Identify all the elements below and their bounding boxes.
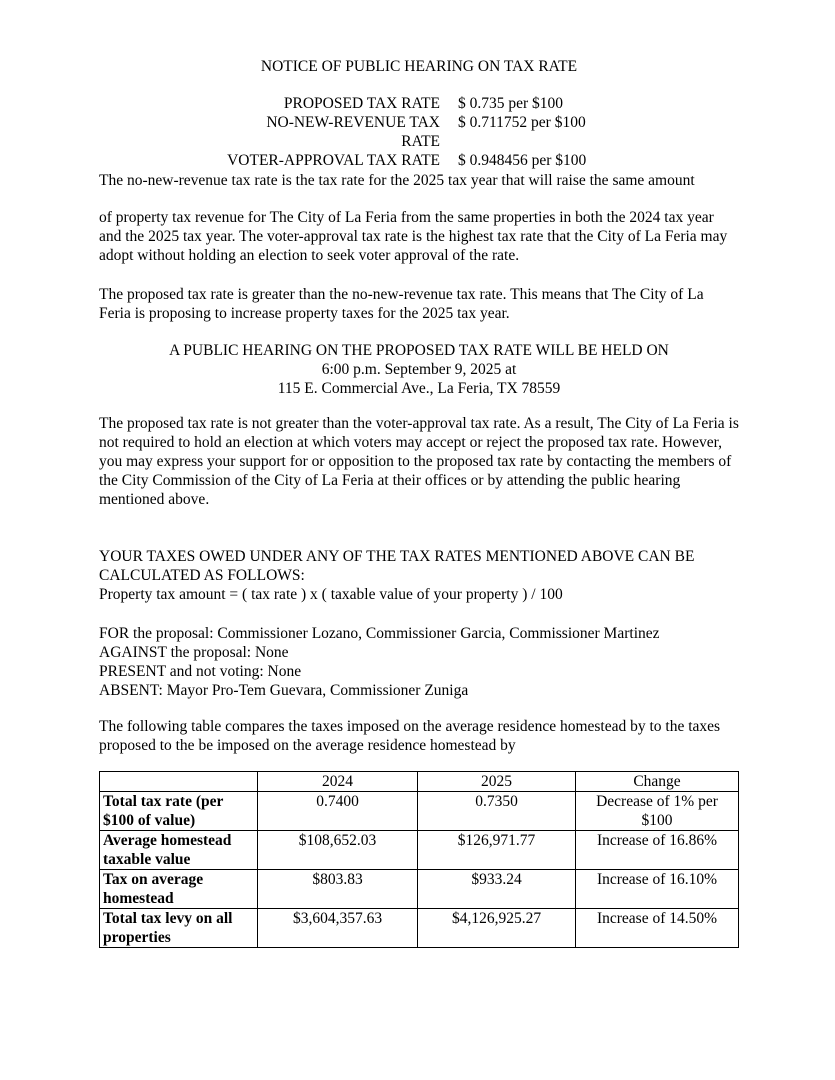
value-change: Increase of 16.10% [576,870,739,909]
tax-rates-list [224,94,644,170]
row-label: Tax on average homestead [100,870,258,909]
paragraph-table-intro: The following table compares the taxes imposed on the average residence homestead by to the taxes proposed to the be imposed on the average residence homestead by [99,718,721,754]
rate-row-no-new-revenue [224,113,644,151]
row-label: Total tax levy on all properties [100,909,258,948]
rate-label: VOTER-APPROVAL TAX RATE [227,152,440,169]
hearing-line-address: 115 E. Commercial Ave., La Feria, TX 78559 [277,380,561,397]
row-label: Average homestead taxable value [100,831,258,870]
table-row [100,792,739,831]
value-2025: $4,126,925.27 [418,909,576,948]
rate-label: PROPOSED TAX RATE [283,95,440,112]
table-header-cell: 2024 [258,772,418,792]
calculation-heading: YOUR TAXES OWED UNDER ANY OF THE TAX RATES MENTIONED ABOVE CAN BE CALCULATED AS FOLLOWS: [99,548,695,584]
vote-absent: ABSENT: Mayor Pro-Tem Guevara, Commissioner Zuniga [99,682,469,699]
table-row [100,870,739,909]
hearing-line-heading: A PUBLIC HEARING ON THE PROPOSED TAX RATE WILL BE HELD ON [169,342,669,359]
vote-for: FOR the proposal: Commissioner Lozano, Commissioner Garcia, Commissioner Martinez [99,625,660,642]
hearing-line-time: 6:00 p.m. September 9, 2025 at [321,361,517,378]
calculation-section [99,547,739,604]
paragraph-voter-approval: The proposed tax rate is not greater than the voter-approval tax rate. As a result, The City of La Feria is not required to hold an election at which voters may accept or reject the proposed tax rate. However, you may express your support for or opposition to the proposed tax rate by contacting the members of the City Commission of the City of La Feria at their offices or by attending the public hearing mentioned above. [99,415,739,508]
value-2025: $126,971.77 [418,831,576,870]
value-change: Decrease of 1% per $100 [576,792,739,831]
comparison-table [99,771,739,948]
table-row [100,831,739,870]
paragraph-no-new-revenue-intro: The no-new-revenue tax rate is the tax rate for the 2025 tax year that will raise the same amount [99,172,695,189]
value-2024: $3,604,357.63 [258,909,418,948]
value-change: Increase of 16.86% [576,831,739,870]
page-title: NOTICE OF PUBLIC HEARING ON TAX RATE [260,58,578,75]
table-header-row [100,772,739,792]
value-2024: $803.83 [258,870,418,909]
table-header-cell: 2025 [418,772,576,792]
rate-label: NO-NEW-REVENUE TAX RATE [266,114,440,150]
rate-value: $ 0.948456 per $100 [458,152,587,169]
calculation-formula: Property tax amount = ( tax rate ) x ( taxable value of your property ) / 100 [99,586,563,603]
table-row [100,909,739,948]
hearing-announcement [99,341,739,398]
vote-present: PRESENT and not voting: None [99,663,302,680]
table-header-cell [100,772,258,792]
value-2025: $933.24 [418,870,576,909]
vote-record [99,624,739,700]
paragraph-proposed-greater: The proposed tax rate is greater than the no-new-revenue tax rate. This means that The City of La Feria is proposing to increase property taxes for the 2025 tax year. [99,286,704,322]
value-2025: 0.7350 [418,792,576,831]
rate-value: $ 0.711752 per $100 [458,114,586,131]
rate-row-voter-approval [224,151,644,170]
value-change: Increase of 14.50% [576,909,739,948]
vote-against: AGAINST the proposal: None [99,644,289,661]
rate-value: $ 0.735 per $100 [458,95,564,112]
row-label: Total tax rate (per $100 of value) [100,792,258,831]
value-2024: 0.7400 [258,792,418,831]
paragraph-no-new-revenue-detail: of property tax revenue for The City of La Feria from the same properties in both the 2024 tax year and the 2025 tax year. The voter-approval tax rate is the highest tax rate that the City of La Feria may adopt without holding an election to seek voter approval of the rate. [99,209,728,264]
table-header-cell: Change [576,772,739,792]
value-2024: $108,652.03 [258,831,418,870]
rate-row-proposed [224,94,644,113]
